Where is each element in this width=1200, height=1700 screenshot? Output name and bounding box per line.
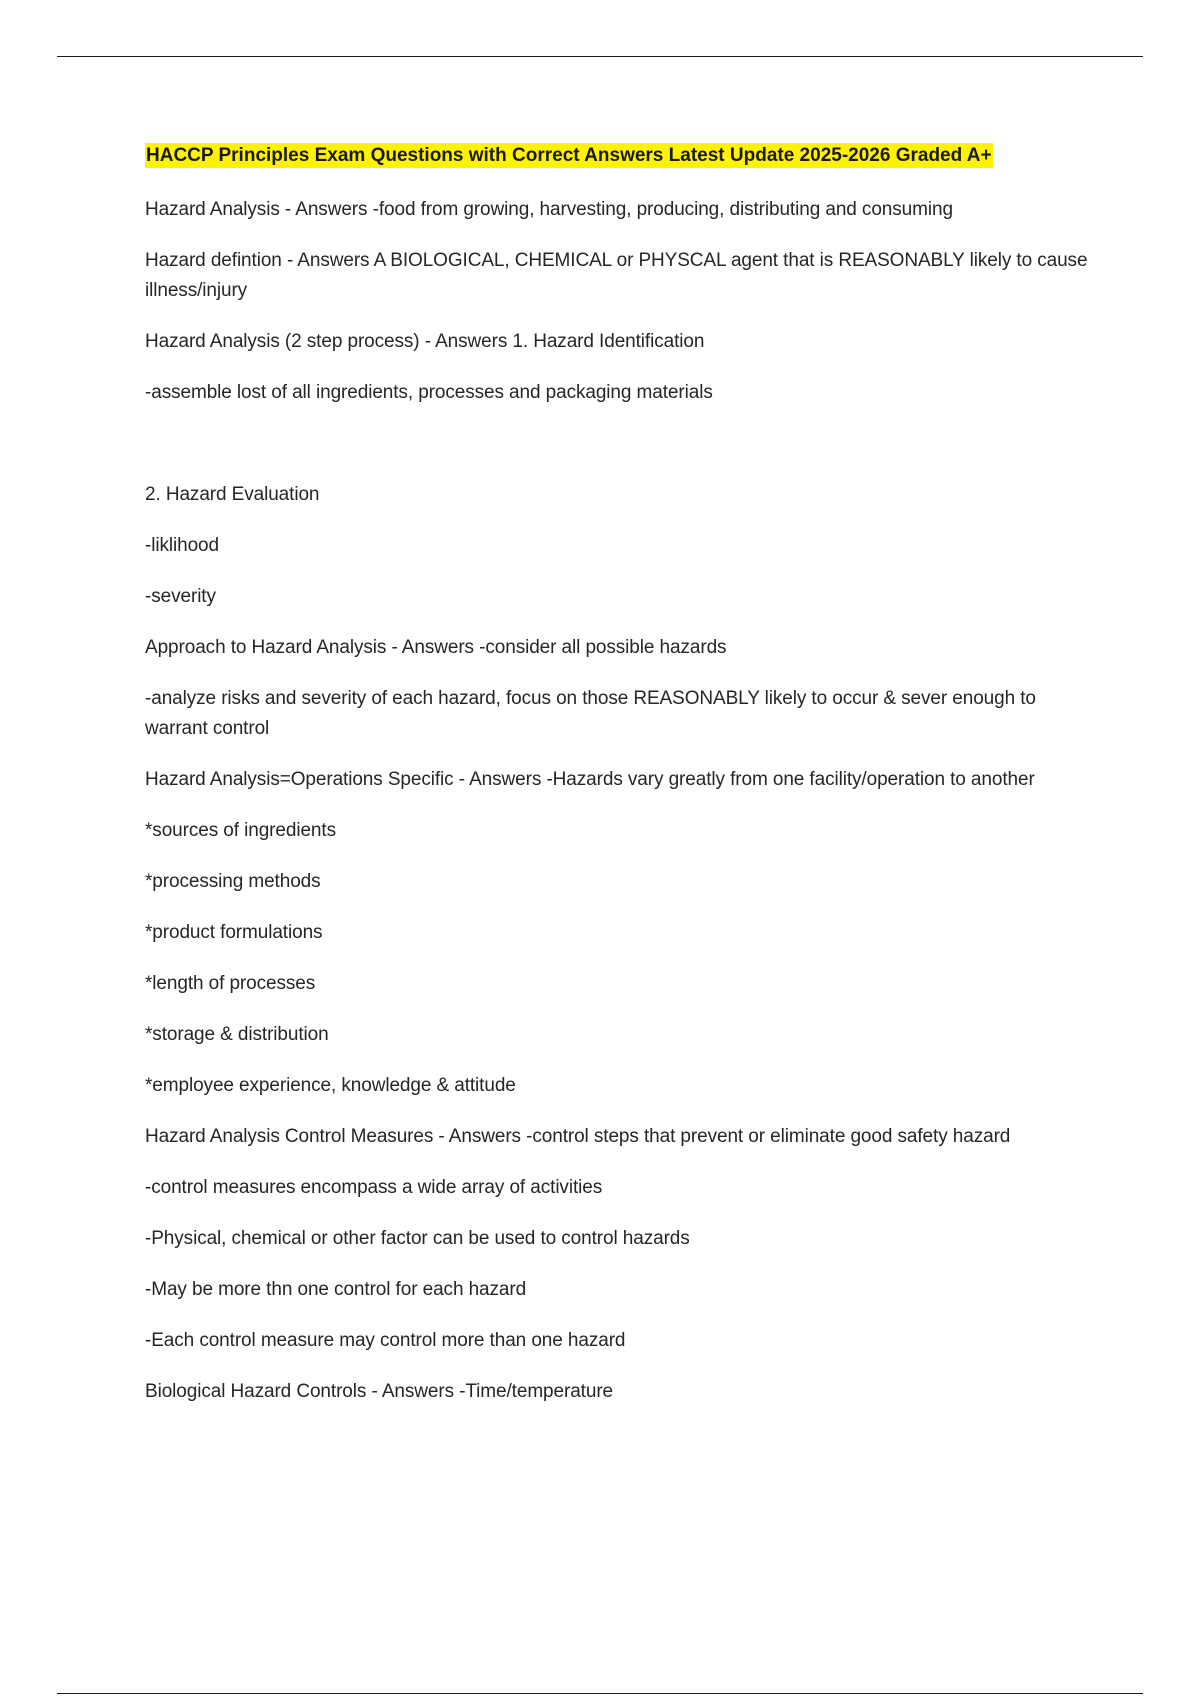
text-line: -control measures encompass a wide array of activities xyxy=(145,1177,603,1198)
text-line: Biological Hazard Controls - Answers -Time/temperature xyxy=(145,1381,614,1402)
text-line: Hazard Analysis (2 step process) - Answers 1. Hazard Identification xyxy=(145,331,705,352)
text-line: -severity xyxy=(145,586,216,607)
text-line: Hazard Analysis - Answers -food from growing, harvesting, producing, distributing and consuming xyxy=(145,199,953,220)
text-line: *sources of ingredients xyxy=(145,820,336,841)
text-line: Hazard defintion - Answers A BIOLOGICAL, CHEMICAL or PHYSCAL agent that is REASONABLY likely to cause illness/injury xyxy=(145,250,1088,301)
text-line: *length of processes xyxy=(145,973,316,994)
text-line: -Physical, chemical or other factor can be used to control hazards xyxy=(145,1228,690,1249)
text-line: Approach to Hazard Analysis - Answers -consider all possible hazards xyxy=(145,637,727,658)
text-line: *processing methods xyxy=(145,871,321,892)
footer-rule xyxy=(57,1693,1143,1694)
text-line: -Each control measure may control more than one hazard xyxy=(145,1330,626,1351)
text-line: -assemble lost of all ingredients, processes and packaging materials xyxy=(145,382,713,403)
text-line: 2. Hazard Evaluation xyxy=(145,484,320,505)
text-line: *employee experience, knowledge & attitude xyxy=(145,1075,516,1096)
text-line: Hazard Analysis Control Measures - Answers -control steps that prevent or eliminate good safety hazard xyxy=(145,1126,1011,1147)
title-block xyxy=(145,146,1095,165)
text-line: -liklihood xyxy=(145,535,219,556)
text-line: -analyze risks and severity of each hazard, focus on those REASONABLY likely to occur & sever enough to warrant control xyxy=(145,688,1036,739)
header-rule xyxy=(57,56,1143,57)
text-line: *storage & distribution xyxy=(145,1024,329,1045)
blank-gap xyxy=(145,429,1095,480)
text-line: -May be more thn one control for each hazard xyxy=(145,1279,527,1300)
document-title: HACCP Principles Exam Questions with Correct Answers Latest Update 2025-2026 Graded A+ xyxy=(146,145,992,166)
document-body xyxy=(145,146,1095,1428)
text-line: *product formulations xyxy=(145,922,323,943)
text-line: Hazard Analysis=Operations Specific - Answers -Hazards vary greatly from one facility/operation to another xyxy=(145,769,1035,790)
